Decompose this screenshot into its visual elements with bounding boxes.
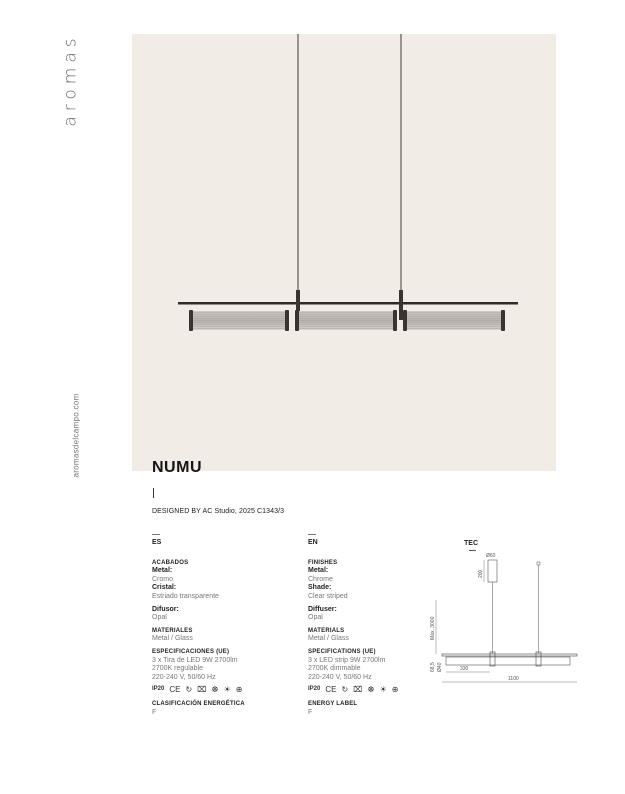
spec-column-es	[152, 534, 292, 717]
ce-mark-icon: CE	[169, 684, 181, 694]
energy-heading: ENERGY LABEL	[308, 700, 358, 707]
spec-column-en	[308, 534, 448, 717]
spec-line: 3 x Tira de LED 9W 2700lm	[152, 656, 238, 664]
designer-credit: DESIGNED BY AC Studio, 2025 C1343/3	[152, 508, 285, 515]
energy-value: F	[308, 708, 313, 716]
ground-icon: ⊕	[391, 684, 399, 694]
metal-label: Metal:	[308, 567, 329, 575]
shade-label: Shade:	[308, 584, 332, 592]
diffuser-label: Difusor:	[152, 605, 179, 613]
specs-heading: SPECIFICATIONS (UE)	[308, 648, 376, 655]
bulb-icon: ☸	[367, 684, 375, 694]
finishes-heading: FINISHES	[308, 559, 338, 566]
language-label: ES	[152, 539, 162, 546]
dash-divider	[152, 534, 160, 535]
dimmable-icon: ☀	[379, 684, 387, 694]
spec-line: 2700K regulable	[152, 665, 203, 673]
max-drop-dim: Máx. 3000	[430, 616, 436, 640]
bulb-icon: ☸	[211, 684, 219, 694]
metal-label: Metal:	[152, 567, 173, 575]
certification-icons	[152, 685, 292, 694]
diffuser-value: Opal	[152, 614, 167, 622]
website-url[interactable]	[66, 385, 86, 485]
glass-value: Estriado transparente	[152, 592, 219, 600]
ip-rating: IP20	[152, 686, 165, 693]
body-height-dim: 68,5	[430, 662, 436, 672]
ground-icon: ⊕	[235, 684, 243, 694]
technical-drawing	[430, 548, 580, 688]
language-label: EN	[308, 539, 318, 546]
ip-rating: IP20	[308, 686, 321, 693]
spec-line: 3 x LED strip 9W 2700lm	[308, 656, 386, 664]
spec-line: 2700K dimmable	[308, 665, 361, 673]
glass-label: Cristal:	[152, 584, 177, 592]
certification-icons	[308, 685, 448, 694]
dimmable-icon: ☀	[223, 684, 231, 694]
product-title: NUMU	[152, 459, 202, 476]
spec-line: 220-240 V, 50/60 Hz	[308, 673, 372, 681]
body-diameter-dim: Ø40	[437, 662, 443, 672]
metal-value: Chrome	[308, 575, 333, 583]
shade-value: Clear striped	[308, 592, 348, 600]
canopy-height-dim: 200	[478, 569, 484, 578]
brand-logo	[56, 30, 86, 130]
product-photo	[132, 34, 556, 471]
ce-mark-icon: CE	[325, 684, 337, 694]
segment-length-dim: 330	[460, 666, 469, 672]
total-length-dim: 1100	[508, 676, 519, 682]
weee-bin-icon: ⌧	[353, 684, 363, 694]
pendant-lamp-illustration	[132, 34, 556, 471]
recycle-icon: ↻	[341, 684, 349, 694]
weee-bin-icon: ⌧	[197, 684, 207, 694]
energy-heading: CLASIFICACIÓN ENERGÉTICA	[152, 700, 245, 707]
materials-value: Metal / Glass	[308, 635, 349, 643]
specs-heading: ESPECIFICACIONES (UE)	[152, 648, 230, 655]
materials-heading: MATERIALES	[152, 627, 193, 634]
materials-heading: MATERIALS	[308, 627, 345, 634]
diffuser-value: Opal	[308, 614, 323, 622]
title-divider	[153, 488, 154, 498]
recycle-icon: ↻	[185, 684, 193, 694]
dash-divider	[308, 534, 316, 535]
metal-value: Cromo	[152, 575, 174, 583]
technical-heading: TEC	[464, 540, 478, 547]
diffuser-label: Diffuser:	[308, 605, 337, 613]
brand-name: aromas	[61, 33, 81, 127]
energy-value: F	[152, 708, 157, 716]
materials-value: Metal / Glass	[152, 635, 193, 643]
canopy-diameter-dim: Ø60	[486, 553, 496, 559]
finishes-heading: ACABADOS	[152, 559, 189, 566]
website-text: aromasdelcampo.com	[71, 392, 81, 478]
spec-line: 220-240 V, 50/60 Hz	[152, 673, 216, 681]
